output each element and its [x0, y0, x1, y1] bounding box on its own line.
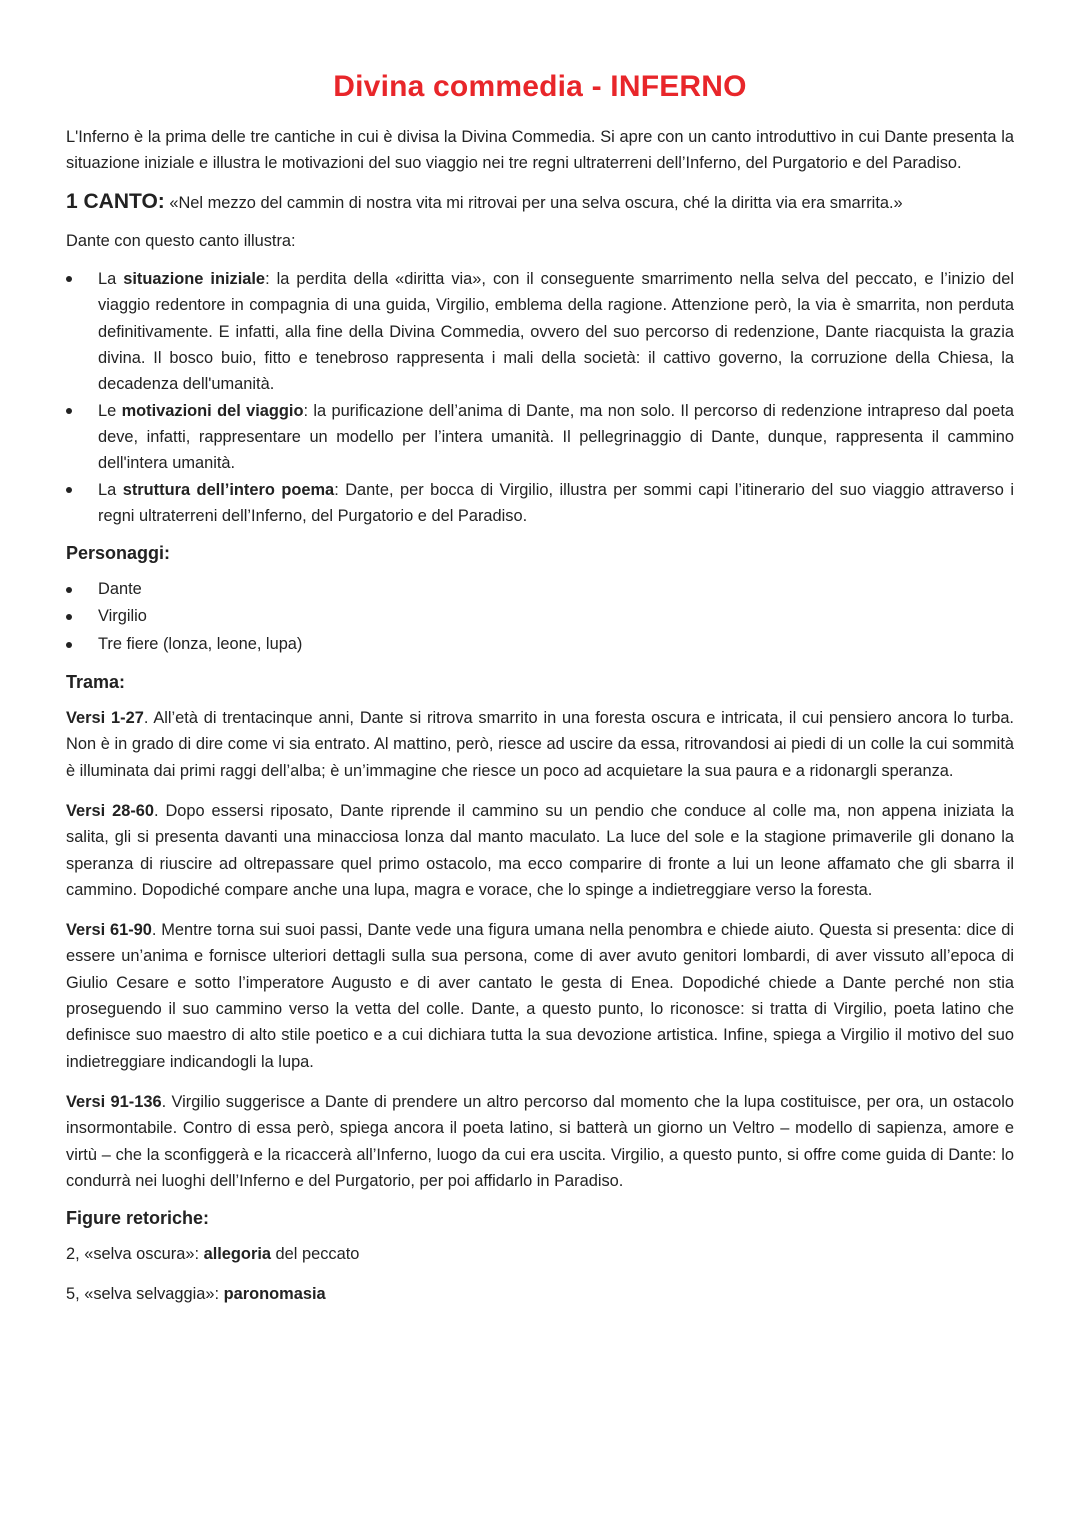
- list-item: La struttura dell’intero poema: Dante, per bocca di Virgilio, illustra per sommi capi l’itinerario del suo viaggio attraverso i regni ultraterreni dell’Inferno, del Purgatorio e del Paradiso.: [66, 477, 1014, 530]
- personaggi-list: [66, 576, 1014, 658]
- bullet-icon: [66, 408, 72, 414]
- bullet-icon: [66, 614, 72, 620]
- page-title: Divina commedia - INFERNO: [333, 70, 747, 103]
- lead-text: Dante con questo canto illustra:: [66, 231, 296, 250]
- figure-item: 2, «selva oscura»: allegoria del peccato: [66, 1245, 360, 1264]
- trama-paragraph: Versi 1-27. All’età di trentacinque anni, Dante si ritrova smarrito in una foresta oscura e intricata, il cui pensiero ancora lo turba. Non è in grado di dire come vi sia entrato. Al mattino, però, riesce ad uscire da essa, ritrovandosi ai piedi di un colle la cui sommità è illuminata dai primi raggi dell’alba; è un’immagine che riesce un poco ad acquietare la sua paura e a ridonargli speranza.: [66, 709, 1014, 780]
- list-item: Tre fiere (lonza, leone, lupa): [66, 631, 1014, 658]
- trama-heading: Trama:: [66, 672, 126, 693]
- figure-item: 5, «selva selvaggia»: paronomasia: [66, 1285, 326, 1304]
- bullet-icon: [66, 487, 72, 493]
- bullet-icon: [66, 642, 72, 648]
- trama-paragraph: Versi 28-60. Dopo essersi riposato, Dante riprende il cammino su un pendio che conduce al colle ma, non appena iniziata la salita, gli si presenta davanti una minacciosa lonza dal manto maculato. La luce del sole e la stagione primaverile gli donano la speranza di riuscire ad oltrepassare quel primo ostacolo, ma ecco comparire di fronte a lui un leone affamato che gli sbarra il cammino. Dopodiché compare anche una lupa, magra e vorace, che lo spinge a indietreggiare verso la foresta.: [66, 801, 1014, 899]
- list-item: Dante: [66, 576, 1014, 603]
- personaggi-heading: Personaggi:: [66, 543, 171, 564]
- canto-quote: «Nel mezzo del cammin di nostra vita mi ritrovai per una selva oscura, ché la diritta via era smarrita.»: [164, 193, 903, 212]
- list-item: Virgilio: [66, 603, 1014, 630]
- intro-paragraph: L'Inferno è la prima delle tre cantiche in cui è divisa la Divina Commedia. Si apre con un canto introduttivo in cui Dante presenta la situazione iniziale e illustra le motivazioni del suo viaggio nei tre regni ultraterreni dell’Inferno, del Purgatorio e del Paradiso.: [66, 128, 1014, 173]
- trama-paragraph: Versi 91-136. Virgilio suggerisce a Dante di prendere un altro percorso dal momento che la lupa costituisce, per ora, un ostacolo insormontabile. Contro di essa però, spiega ancora il poeta latino, si batterà un giorno un Veltro – modello di sapienza, amore e virtù – che la sconfiggerà e la ricaccerà all’Inferno, luogo da cui era uscita. Virgilio, a questo punto, si offre come guida di Dante: lo condurrà nei luoghi dell’Inferno e del Purgatorio, per poi affidarlo in Paradiso.: [66, 1092, 1014, 1190]
- bullet-icon: [66, 276, 72, 282]
- bullet-icon: [66, 587, 72, 593]
- figure-heading: Figure retoriche:: [66, 1208, 210, 1229]
- canto-heading: [66, 189, 1014, 216]
- list-item: Le motivazioni del viaggio: la purificazione dell’anima di Dante, ma non solo. Il percorso di redenzione intrapreso dal poeta deve, infatti, rappresentare un modello per l’intera umanità. Il pellegrinaggio di Dante, dunque, rappresenta il cammino dell'intera umanità.: [66, 398, 1014, 477]
- canto-label: 1 CANTO:: [66, 189, 165, 213]
- trama-paragraph: Versi 61-90. Mentre torna sui suoi passi, Dante vede una figura umana nella penombra e chiede aiuto. Questa si presenta: dice di essere un’anima e fornisce ulteriori dettagli sulla sua persona, come di aver avuto genitori lombardi, di aver vissuto all’epoca di Giulio Cesare e sotto l’imperatore Augusto e di aver cantato le gesta di Enea. Dopodiché chiede a Dante perché non stia proseguendo il suo cammino verso la vetta del colle. Dante, a questo punto, lo riconosce: si tratta di Virgilio, poeta latino che definisce suo maestro di alto stile poetico e a cui dichiara tutta la sua devozione artistica. Infine, spiega a Virgilio il motivo del suo indietreggiare indicandogli la lupa.: [66, 921, 1014, 1071]
- themes-list: [66, 266, 1014, 529]
- list-item: La situazione iniziale: la perdita della «diritta via», con il conseguente smarrimento nella selva del peccato, e l’inizio del viaggio redentore in compagnia di una guida, Virgilio, emblema della ragione. Attenzione però, la via è smarrita, non perduta definitivamente. E infatti, alla fine della Divina Commedia, ovvero del suo percorso di redenzione, Dante riacquista la grazia divina. Il bosco buio, fitto e tenebroso rappresenta i mali della società: il cattivo governo, la corruzione della Chiesa, la decadenza dell'umanità.: [66, 266, 1014, 397]
